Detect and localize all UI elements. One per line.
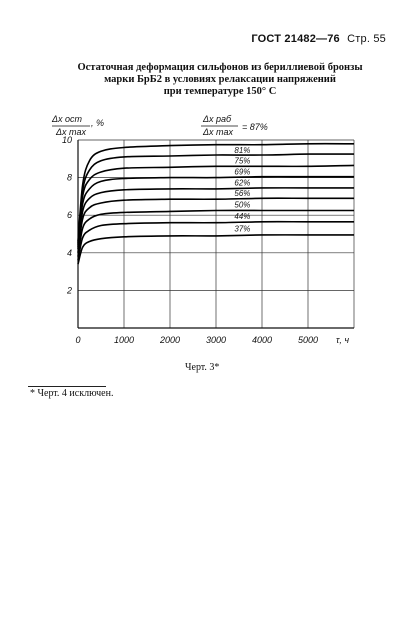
figure-title-line: Остаточная деформация сильфонов из бериллиевой бронзы [77,62,363,73]
curve-label: 37% [234,224,251,234]
figure-title-line: при температуре 150° С [163,86,277,97]
y-axis-label-numerator: Δx ост [52,114,83,124]
parameter-label-value: = 87% [242,122,268,132]
x-tick-label: 1000 [113,335,135,345]
figure-caption: Черт. 3* [185,362,220,373]
y-tick-label: 10 [61,135,72,145]
y-tick-label: 6 [66,210,72,221]
curve-label: 50% [234,200,251,210]
y-axis-label-unit: , % [91,118,105,128]
y-tick-label: 2 [66,285,72,296]
y-axis-label-denominator: Δx max [56,127,87,137]
x-axis-unit: τ, ч [336,335,350,345]
curve-label: 69% [234,167,251,177]
curve-label: 62% [234,178,251,188]
x-tick-label: 3000 [205,335,227,345]
parameter-label-numerator: Δx раб [203,114,232,124]
x-tick-label: 2000 [159,335,181,345]
chart-labels [51,114,349,345]
curve-label: 56% [234,189,251,199]
x-tick-label: 4000 [251,335,273,345]
x-tick-label: 5000 [297,335,319,345]
parameter-label-denominator: Δx max [203,127,234,137]
curve-label: 44% [234,212,251,222]
x-tick-label: 0 [75,335,81,345]
footnote: * Черт. 4 исключен. [30,388,114,399]
document-number: ГОСТ 21482—76 [251,33,340,45]
page-number: Стр. 55 [347,33,386,45]
figure-title-line: марки БрБ2 в условиях релаксации напряжений [104,74,336,85]
curve-label: 75% [234,156,251,166]
curve-label: 81% [234,145,251,155]
y-tick-label: 4 [66,247,72,258]
y-tick-label: 8 [66,172,72,183]
footnote-divider [28,386,106,387]
